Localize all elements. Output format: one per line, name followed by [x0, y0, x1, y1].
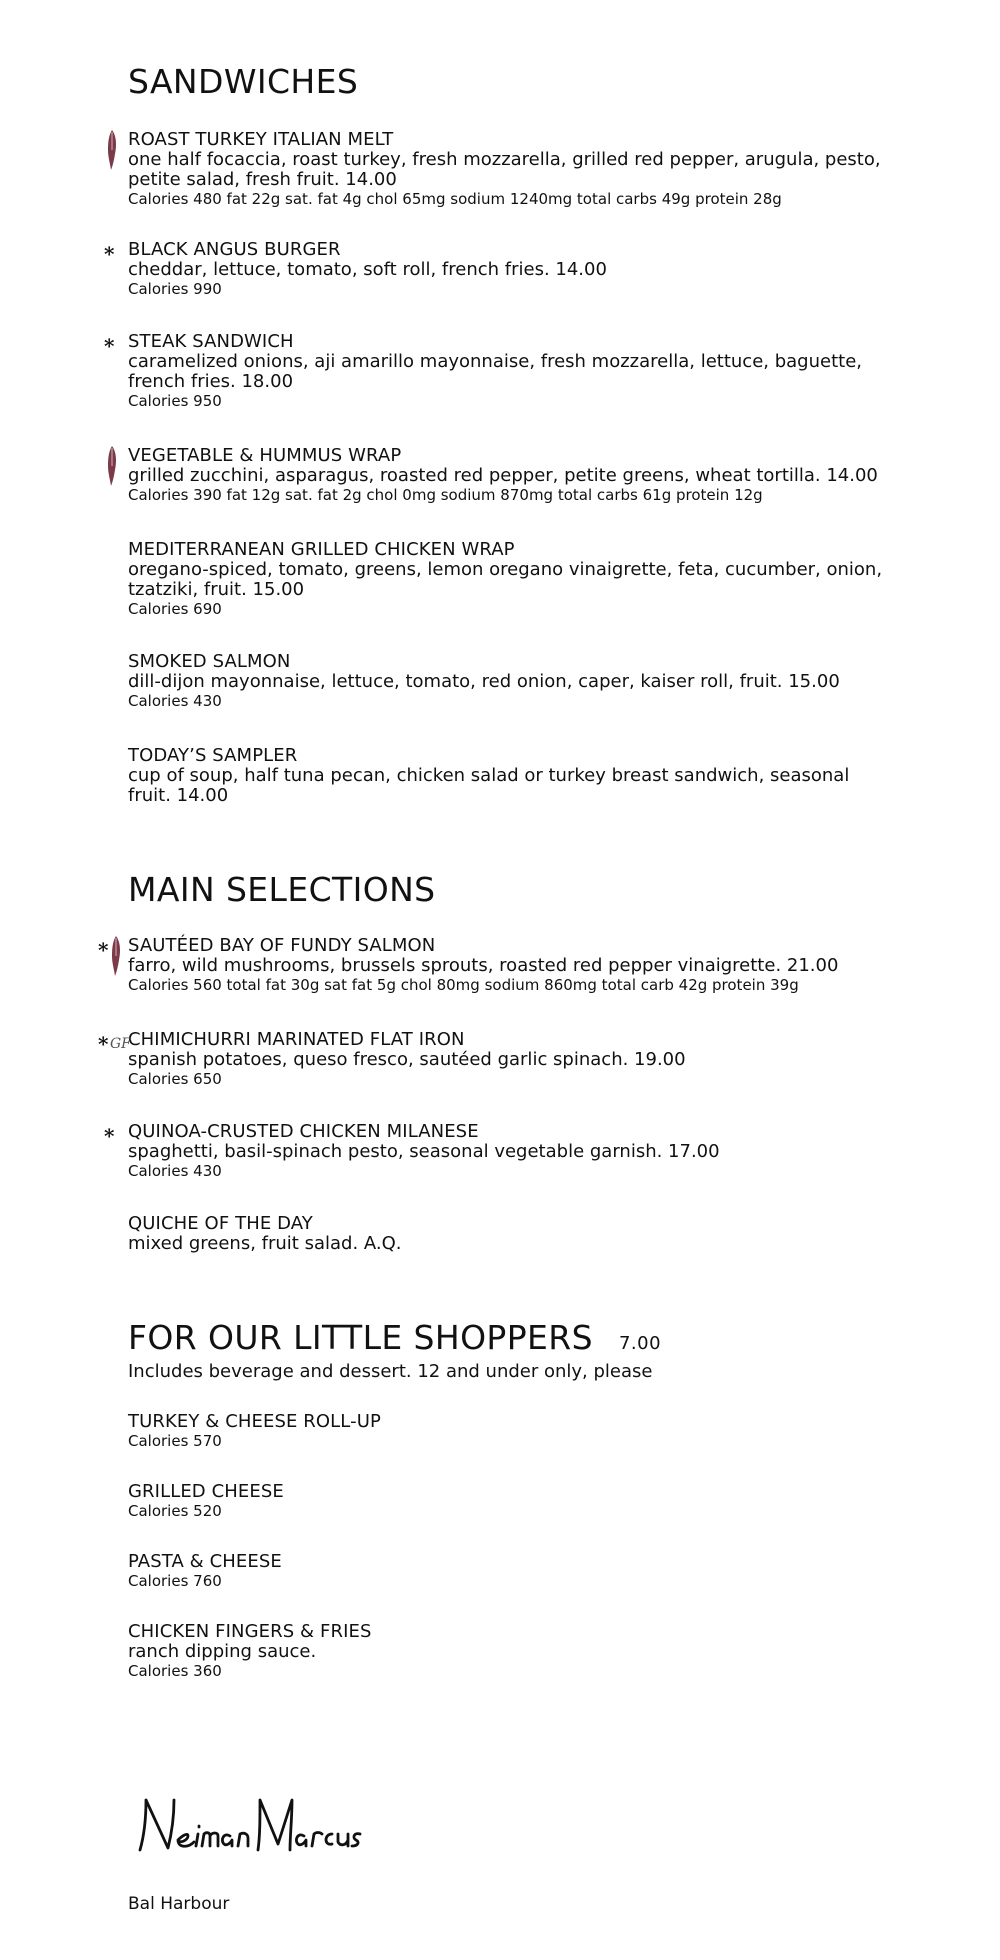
- star-gluten-free-marker: [98, 1030, 131, 1070]
- item-calories: Calories 560 total fat 30g sat fat 5g chol 80mg sodium 860mg total carb 42g protein 39g: [128, 976, 799, 994]
- item-calories: Calories 480 fat 22g sat. fat 4g chol 65mg sodium 1240mg total carbs 49g protein 28g: [128, 190, 782, 208]
- asterisk-icon: *: [104, 334, 115, 358]
- menu-item-black-angus-burger: [104, 239, 888, 298]
- item-name: TURKEY & CHEESE ROLL-UP: [128, 1411, 381, 1432]
- gluten-free-icon: GF: [110, 1036, 131, 1052]
- star-marker: [104, 240, 124, 280]
- menu-item-mediterranean-chicken-wrap: [128, 540, 888, 618]
- section-title-text: FOR OUR LITTLE SHOPPERS: [128, 1318, 593, 1357]
- item-name: PASTA & CHEESE: [128, 1551, 282, 1572]
- item-description: mixed greens, fruit salad. A.Q.: [128, 1233, 402, 1254]
- item-name: STEAK SANDWICH: [128, 331, 294, 352]
- pepper-icon: [110, 936, 122, 976]
- item-calories: Calories 360: [128, 1662, 222, 1680]
- item-name: SMOKED SALMON: [128, 651, 291, 672]
- item-calories: Calories 650: [128, 1070, 222, 1088]
- menu-item-vegetable-hummus-wrap: [128, 446, 888, 504]
- item-calories: Calories 690: [128, 600, 222, 618]
- brand-logo: [134, 1796, 364, 1856]
- item-description: cheddar, lettuce, tomato, soft roll, french fries. 14.00: [128, 259, 607, 280]
- section-title-little-shoppers: [128, 1318, 661, 1364]
- menu-item-chimichurri-flat-iron: [98, 1029, 888, 1088]
- item-calories: Calories 390 fat 12g sat. fat 2g chol 0mg sodium 870mg total carbs 61g protein 12g: [128, 486, 763, 504]
- menu-item-todays-sampler: [128, 746, 888, 806]
- asterisk-icon: *: [98, 1032, 109, 1056]
- menu-item-turkey-cheese-roll-up: [128, 1412, 888, 1450]
- item-description: one half focaccia, roast turkey, fresh mozzarella, grilled red pepper, arugula, pesto, petite salad, fresh fruit. 14.00: [128, 149, 881, 190]
- heart-healthy-marker: [104, 446, 124, 486]
- menu-item-bay-of-fundy-salmon: [98, 935, 888, 994]
- item-name: MEDITERRANEAN GRILLED CHICKEN WRAP: [128, 539, 515, 560]
- pepper-icon: [106, 130, 118, 170]
- item-name: VEGETABLE & HUMMUS WRAP: [128, 445, 402, 466]
- item-calories: Calories 760: [128, 1572, 222, 1590]
- item-description: spaghetti, basil-spinach pesto, seasonal vegetable garnish. 17.00: [128, 1141, 720, 1162]
- menu-item-quiche-of-the-day: [128, 1214, 888, 1254]
- asterisk-icon: *: [104, 1124, 115, 1148]
- section-title-main-selections: MAIN SELECTIONS: [128, 870, 436, 909]
- item-name: TODAY’S SAMPLER: [128, 745, 298, 766]
- asterisk-icon: *: [98, 938, 109, 962]
- heart-healthy-marker: [104, 130, 124, 170]
- item-name: QUICHE OF THE DAY: [128, 1213, 313, 1234]
- section-title-sandwiches: SANDWICHES: [128, 62, 359, 101]
- item-calories: Calories 990: [128, 280, 222, 298]
- item-calories: Calories 570: [128, 1432, 222, 1450]
- item-description: spanish potatoes, queso fresco, sautéed garlic spinach. 19.00: [128, 1049, 686, 1070]
- item-name: ROAST TURKEY ITALIAN MELT: [128, 129, 394, 150]
- menu-item-pasta-cheese: [128, 1552, 888, 1590]
- item-calories: Calories 430: [128, 1162, 222, 1180]
- menu-item-roast-turkey: [128, 130, 888, 208]
- menu-item-smoked-salmon: [128, 652, 888, 710]
- kids-menu-note: Includes beverage and dessert. 12 and under only, please: [128, 1361, 653, 1382]
- store-location: Bal Harbour: [128, 1894, 230, 1914]
- item-description: farro, wild mushrooms, brussels sprouts, roasted red pepper vinaigrette. 21.00: [128, 955, 839, 976]
- item-name: CHIMICHURRI MARINATED FLAT IRON: [128, 1029, 465, 1050]
- menu-item-grilled-cheese: [128, 1482, 888, 1520]
- item-name: SAUTÉED BAY OF FUNDY SALMON: [128, 935, 436, 956]
- menu-item-steak-sandwich: [104, 331, 888, 410]
- item-calories: Calories 520: [128, 1502, 222, 1520]
- item-calories: Calories 950: [128, 392, 222, 410]
- item-description: caramelized onions, aji amarillo mayonnaise, fresh mozzarella, lettuce, baguette, french fries. 18.00: [128, 351, 863, 392]
- item-name: BLACK ANGUS BURGER: [128, 239, 341, 260]
- menu-item-chicken-fingers-fries: [128, 1622, 888, 1680]
- item-description: oregano-spiced, tomato, greens, lemon oregano vinaigrette, feta, cucumber, onion, tzatziki, fruit. 15.00: [128, 559, 883, 600]
- item-description: grilled zucchini, asparagus, roasted red pepper, petite greens, wheat tortilla. 14.00: [128, 465, 878, 486]
- star-heart-healthy-marker: [98, 936, 126, 976]
- star-marker: [104, 332, 124, 372]
- item-description: dill-dijon mayonnaise, lettuce, tomato, red onion, caper, kaiser roll, fruit. 15.00: [128, 671, 840, 692]
- item-name: GRILLED CHEESE: [128, 1481, 284, 1502]
- item-name: QUINOA-CRUSTED CHICKEN MILANESE: [128, 1121, 479, 1142]
- pepper-icon: [106, 446, 118, 486]
- star-marker: [104, 1122, 124, 1162]
- item-calories: Calories 430: [128, 692, 222, 710]
- menu-item-quinoa-chicken-milanese: [104, 1121, 888, 1180]
- item-description: cup of soup, half tuna pecan, chicken salad or turkey breast sandwich, seasonal fruit. 14.00: [128, 765, 850, 806]
- item-name: CHICKEN FINGERS & FRIES: [128, 1621, 372, 1642]
- asterisk-icon: *: [104, 242, 115, 266]
- item-description: ranch dipping sauce.: [128, 1641, 317, 1662]
- section-price: 7.00: [618, 1333, 662, 1354]
